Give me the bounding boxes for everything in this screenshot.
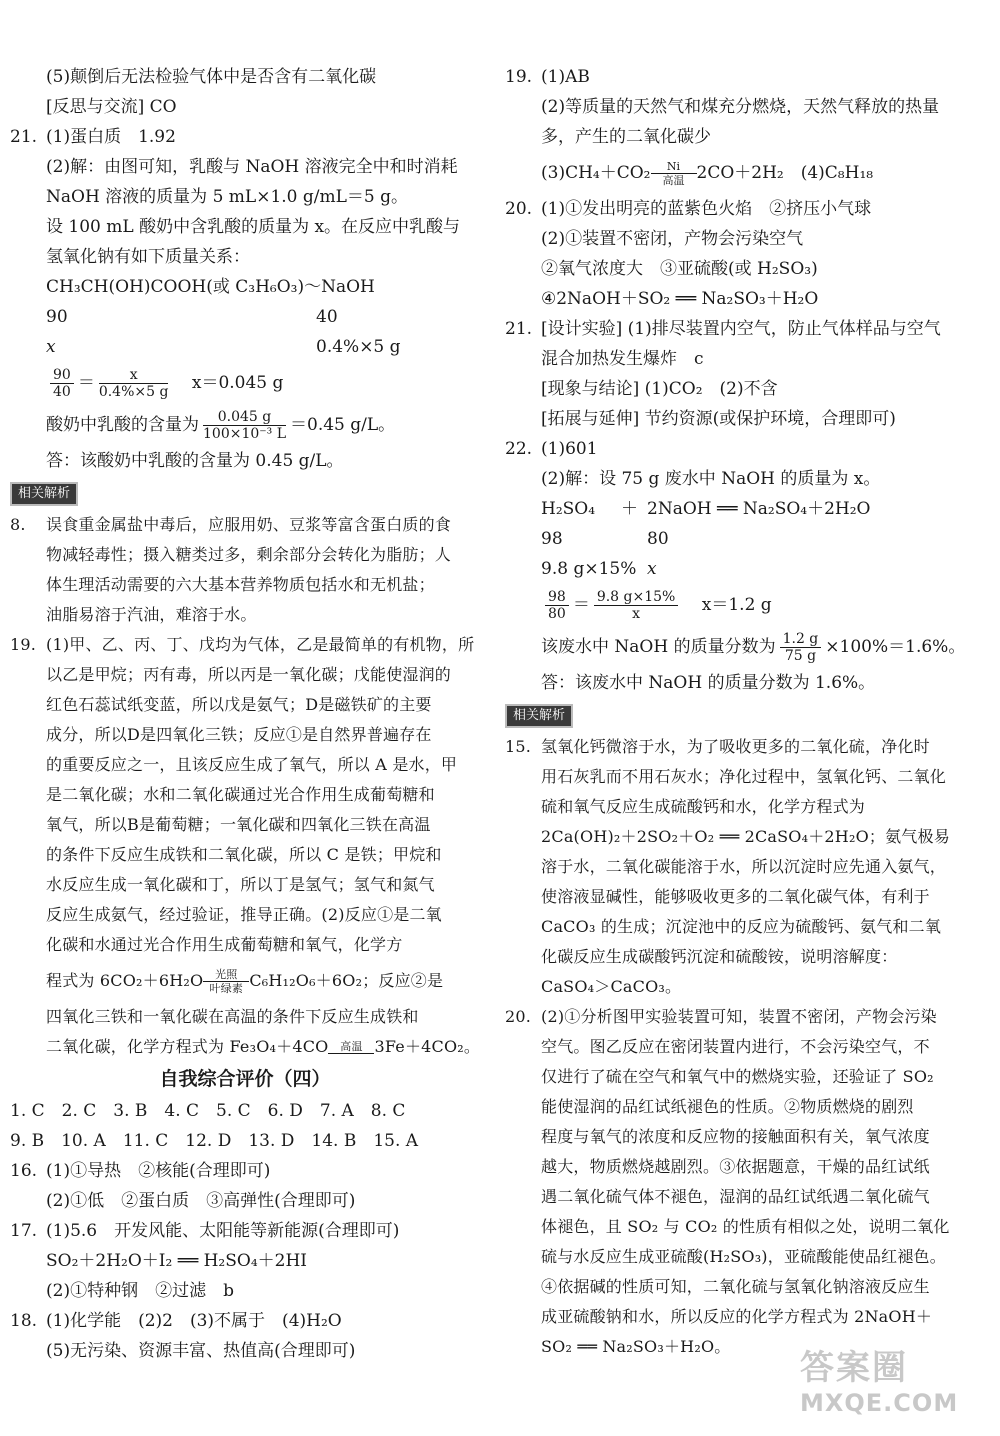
- text-line: ②氧气浓度大 ③亚硫酸(或 H₂SO₃): [541, 259, 818, 279]
- condition-bottom: 高温: [662, 174, 685, 187]
- explanation-line: 的条件下反应生成铁和二氧化碳，所以 C 是铁；甲烷和: [46, 845, 442, 864]
- explanation-line: 硫和氧气反应生成硫酸钙和水，化学方程式为: [541, 797, 866, 816]
- fraction-numerator: x: [99, 367, 169, 384]
- explanation-line: 能使湿润的品红试纸褪色的性质。②物质燃烧的剧烈: [541, 1097, 914, 1116]
- question-number: 21.: [10, 127, 38, 147]
- question-number: 22.: [505, 439, 533, 459]
- fraction-equation: [505, 626, 980, 668]
- explanation-line: (2)①分析图甲实验装置可知，装置不密闭，产物会污染: [541, 1007, 937, 1026]
- explanation-line: 化碳和水通过光合作用生成葡萄糖和氧气，化学方: [46, 935, 403, 954]
- text-line: (2)①低 ②蛋白质 ③高弹性(合理即可): [46, 1191, 356, 1211]
- text-line: (2)等质量的天然气和煤充分燃烧，天然气释放的热量: [541, 97, 940, 117]
- explanation-line: 硫与水反应生成亚硫酸(H₂SO₃)，亚硫酸能使品红褪色。: [541, 1247, 946, 1266]
- condition-top: 光照: [215, 968, 238, 981]
- explanation-line: 四氧化三铁和一氧化碳在高温的条件下反应生成铁和: [46, 1007, 419, 1026]
- explanation-line: 的重要反应之一，且该反应生成了氧气，所以 A 是水，甲: [46, 755, 458, 774]
- text-line: 设 100 mL 酸奶中含乳酸的质量为 x。在反应中乳酸与: [46, 217, 461, 237]
- text: C₆H₁₂O₆＋6O₂；反应②是: [249, 971, 444, 990]
- left-column: [10, 62, 480, 1366]
- unknown-x: x: [647, 559, 657, 579]
- condition-top: 高温: [340, 1039, 363, 1053]
- watermark: [800, 1340, 990, 1430]
- text-line: (5)无污染、资源丰富、热值高(合理即可): [46, 1341, 356, 1361]
- text-line: (2)解：设 75 g 废水中 NaOH 的质量为 x。: [541, 469, 881, 489]
- explanation-line: 以乙是甲烷；丙有毒，所以丙是一氧化碳；戊能使湿润的: [46, 665, 452, 684]
- text-line: (1)①导热 ②核能(合理即可): [46, 1161, 271, 1181]
- reaction-arrow: [328, 1053, 374, 1054]
- explanation-line: 仅进行了硫在空气和氧气中的燃烧实验，还验证了 SO₂: [541, 1067, 934, 1086]
- explanation-line: 是二氧化碳；水和二氧化碳通过光合作用生成葡萄糖和: [46, 785, 435, 804]
- fraction-denominator: 75 g: [784, 648, 817, 664]
- explanation-line: 遇二氧化硫气体不褪色，湿润的品红试纸遇二氧化硫气: [541, 1187, 930, 1206]
- text-line: (2)①特种钢 ②过滤 b: [46, 1281, 234, 1301]
- text: 二氧化碳，化学方程式为 Fe₃O₄＋4CO: [46, 1037, 329, 1056]
- answer-line: 9. B 10. A 11. C 12. D 13. D 14. B 15. A: [10, 1131, 419, 1151]
- text-line: SO₂＋2H₂O＋I₂ ══ H₂SO₄＋2HI: [46, 1251, 307, 1271]
- text-line: (5)颠倒后无法检验气体中是否含有二氧化碳: [46, 67, 377, 87]
- text-line: (1)601: [541, 439, 598, 459]
- reaction-equation: [505, 152, 980, 194]
- explanation-line: 红色石蕊试纸变蓝，所以戊是氨气；D是磁铁矿的主要: [46, 695, 432, 714]
- fraction-numerator: 98: [545, 589, 569, 606]
- reaction-equation: [10, 1032, 480, 1062]
- section-title: 自我综合评价（四）: [159, 1068, 331, 1090]
- watermark-logo: 答案圈: [800, 1348, 908, 1388]
- explanation-line: 程度与氧气的浓度和反应物的接触面积有关，氧气浓度: [541, 1127, 930, 1146]
- text: (3)CH₄＋CO₂: [541, 163, 651, 183]
- reaction-equation: [10, 960, 480, 1002]
- equals-sign: ＝: [572, 595, 590, 615]
- explanation-line: 用石灰乳而不用石灰水；净化过程中，氢氧化钙、二氧化: [541, 767, 947, 786]
- explanation-line: SO₂ ══ Na₂SO₃＋H₂O。: [541, 1337, 731, 1356]
- text-line: (1)①发出明亮的蓝紫色火焰 ②挤压小气球: [541, 199, 872, 219]
- result: x＝0.045 g: [191, 373, 284, 393]
- explanation-line: 成分，所以D是四氧化三铁；反应①是自然界普遍存在: [46, 725, 432, 744]
- text-line: 混合加热发生爆炸 c: [541, 349, 704, 369]
- explanation-line: CaCO₃ 的生成；沉淀池中的反应为硫酸钙、氨气和二氧: [541, 917, 942, 936]
- text-line: (1)5.6 开发风能、太阳能等新能源(合理即可): [46, 1221, 400, 1241]
- explanation-line: ④依据碱的性质可知，二氧化硫与氢氧化钠溶液反应生: [541, 1277, 930, 1296]
- question-number: 20.: [505, 199, 533, 219]
- unknown-x: x: [46, 337, 56, 357]
- fraction-numerator: 0.045 g: [203, 409, 286, 426]
- explanation-line: 氢氧化钙微溶于水，为了吸收更多的二氧化硫，净化时: [541, 737, 930, 756]
- text: 程式为 6CO₂＋6H₂O: [46, 971, 204, 990]
- explanation-line: 物减轻毒性；摄入糖类过多，剩余部分会转化为脂肪；人: [46, 545, 452, 564]
- analysis-tag: 相关解析: [10, 482, 78, 506]
- formula: 2NaOH ══ Na₂SO₄＋2H₂O: [647, 499, 871, 519]
- proportion-equation: [505, 584, 980, 626]
- condition-bottom: 叶绿素: [209, 982, 244, 995]
- fraction-denominator: 40: [53, 384, 71, 400]
- explanation-line: 成亚硫酸钠和水，所以反应的化学方程式为 2NaOH＋: [541, 1307, 933, 1326]
- text-line: [设计实验] (1)排尽装置内空气，防止气体样品与空气: [541, 319, 941, 339]
- text-line: (1)AB: [541, 67, 590, 87]
- mass-value: 90: [46, 307, 68, 327]
- text-line: (2)①装置不密闭，产物会污染空气: [541, 229, 804, 249]
- question-number: 21.: [505, 319, 533, 339]
- plus-sign: ＋: [621, 499, 638, 519]
- text-line: [现象与结论] (1)CO₂ (2)不含: [541, 379, 778, 399]
- text: 酸奶中乳酸的含量为: [46, 415, 199, 435]
- text-line: [反思与交流] CO: [46, 97, 177, 117]
- text-line: (2)解：由图可知，乳酸与 NaOH 溶液完全中和时消耗: [46, 157, 458, 177]
- result: ＝0.45 g/L。: [290, 415, 396, 435]
- text-line: 答：该废水中 NaOH 的质量分数为 1.6%。: [541, 673, 876, 693]
- explanation-line: 反应生成氨气，经过验证，推导正确。(2)反应①是二氧: [46, 905, 442, 924]
- question-number: 16.: [10, 1161, 38, 1181]
- proportion-equation: [10, 362, 480, 404]
- text-line: [拓展与延伸] 节约资源(或保护环境，合理即可): [541, 409, 896, 429]
- question-number: 20.: [505, 1007, 532, 1026]
- equals-sign: ＝: [77, 373, 95, 393]
- explanation-line: CaSO₄＞CaCO₃。: [541, 977, 682, 996]
- mass-value: 40: [316, 307, 338, 327]
- question-number: 17.: [10, 1221, 38, 1241]
- question-number: 19.: [10, 635, 37, 654]
- text-line: ④2NaOH＋SO₂ ══ Na₂SO₃＋H₂O: [541, 289, 819, 309]
- explanation-line: 化碳反应生成碳酸钙沉淀和硫酸铵，说明溶解度：: [541, 947, 898, 966]
- explanation-line: 溶于水，二氧化碳能溶于水，所以沉淀时应先通入氨气，: [541, 857, 947, 876]
- fraction-denominator: x: [632, 606, 641, 622]
- fraction-denominator: 0.4%×5 g: [98, 384, 169, 400]
- text: 3Fe＋4CO₂。: [374, 1037, 481, 1056]
- text: 2CO＋2H₂ (4)C₈H₁₈: [696, 163, 874, 183]
- question-number: 18.: [10, 1311, 38, 1331]
- text-line: (1)化学能 (2)2 (3)不属于 (4)H₂O: [46, 1311, 342, 1331]
- mass-value: 9.8 g×15%: [541, 559, 637, 579]
- mass-value: 80: [647, 529, 669, 549]
- question-number: 8.: [10, 515, 26, 534]
- explanation-line: 越大，物质燃烧越剧烈。③依据题意，干燥的品红试纸: [541, 1157, 930, 1176]
- text-line: 氢氧化钠有如下质量关系：: [46, 247, 250, 267]
- fraction-numerator: 90: [50, 367, 74, 384]
- explanation-line: 空气。图乙反应在密闭装置内进行，不会污染空气，不: [541, 1037, 930, 1056]
- text-line: CH₃CH(OH)COOH(或 C₃H₆O₃)～NaOH: [46, 277, 375, 297]
- explanation-line: 2Ca(OH)₂＋2SO₂＋O₂ ══ 2CaSO₄＋2H₂O；氨气极易: [541, 827, 950, 846]
- explanation-line: 体褪色，且 SO₂ 与 CO₂ 的性质有相似之处，说明二氧化: [541, 1217, 950, 1236]
- text-line: 答：该酸奶中乳酸的含量为 0.45 g/L。: [46, 451, 344, 471]
- content-equation: [10, 404, 480, 446]
- explanation-line: (1)甲、乙、丙、丁、戊均为气体，乙是最简单的有机物，所: [46, 635, 475, 654]
- condition-top: Ni: [666, 160, 681, 173]
- right-column: [505, 62, 980, 1362]
- fraction-numerator: 9.8 g×15%: [594, 589, 679, 606]
- explanation-line: 氧气，所以B是葡萄糖；一氧化碳和四氧化三铁在高温: [46, 815, 431, 834]
- result: ×100%＝1.6%。: [825, 637, 966, 657]
- text-line: (1)蛋白质 1.92: [46, 127, 176, 147]
- text-line: 多，产生的二氧化碳少: [541, 127, 711, 147]
- text: 该废水中 NaOH 的质量分数为: [541, 637, 776, 657]
- question-number: 19.: [505, 67, 533, 87]
- explanation-line: 体生理活动需要的六大基本营养物质包括水和无机盐；: [46, 575, 435, 594]
- mass-value: 0.4%×5 g: [316, 337, 401, 357]
- explanation-line: 水反应生成一氧化碳和丁，所以丁是氢气；氢气和氮气: [46, 875, 435, 894]
- analysis-tag: 相关解析: [505, 704, 573, 728]
- fraction-denominator: 80: [548, 606, 566, 622]
- result: x＝1.2 g: [701, 595, 772, 615]
- question-number: 15.: [505, 737, 532, 756]
- explanation-line: 油脂易溶于汽油，难溶于水。: [46, 605, 257, 624]
- formula: H₂SO₄: [541, 499, 596, 519]
- explanation-line: 使溶液显碱性，能够吸收更多的二氧化碳气体，有利于: [541, 887, 930, 906]
- fraction-numerator: 1.2 g: [780, 631, 822, 648]
- fraction-denominator: 100×10⁻³ L: [203, 426, 287, 442]
- explanation-line: 误食重金属盐中毒后，应服用奶、豆浆等富含蛋白质的食: [46, 515, 452, 534]
- mass-value: 98: [541, 529, 563, 549]
- text-line: NaOH 溶液的质量为 5 mL×1.0 g/mL＝5 g。: [46, 187, 409, 207]
- watermark-url: MXQE.COM: [800, 1389, 959, 1417]
- answer-line: 1. C 2. C 3. B 4. C 5. C 6. D 7. A 8. C: [10, 1101, 406, 1121]
